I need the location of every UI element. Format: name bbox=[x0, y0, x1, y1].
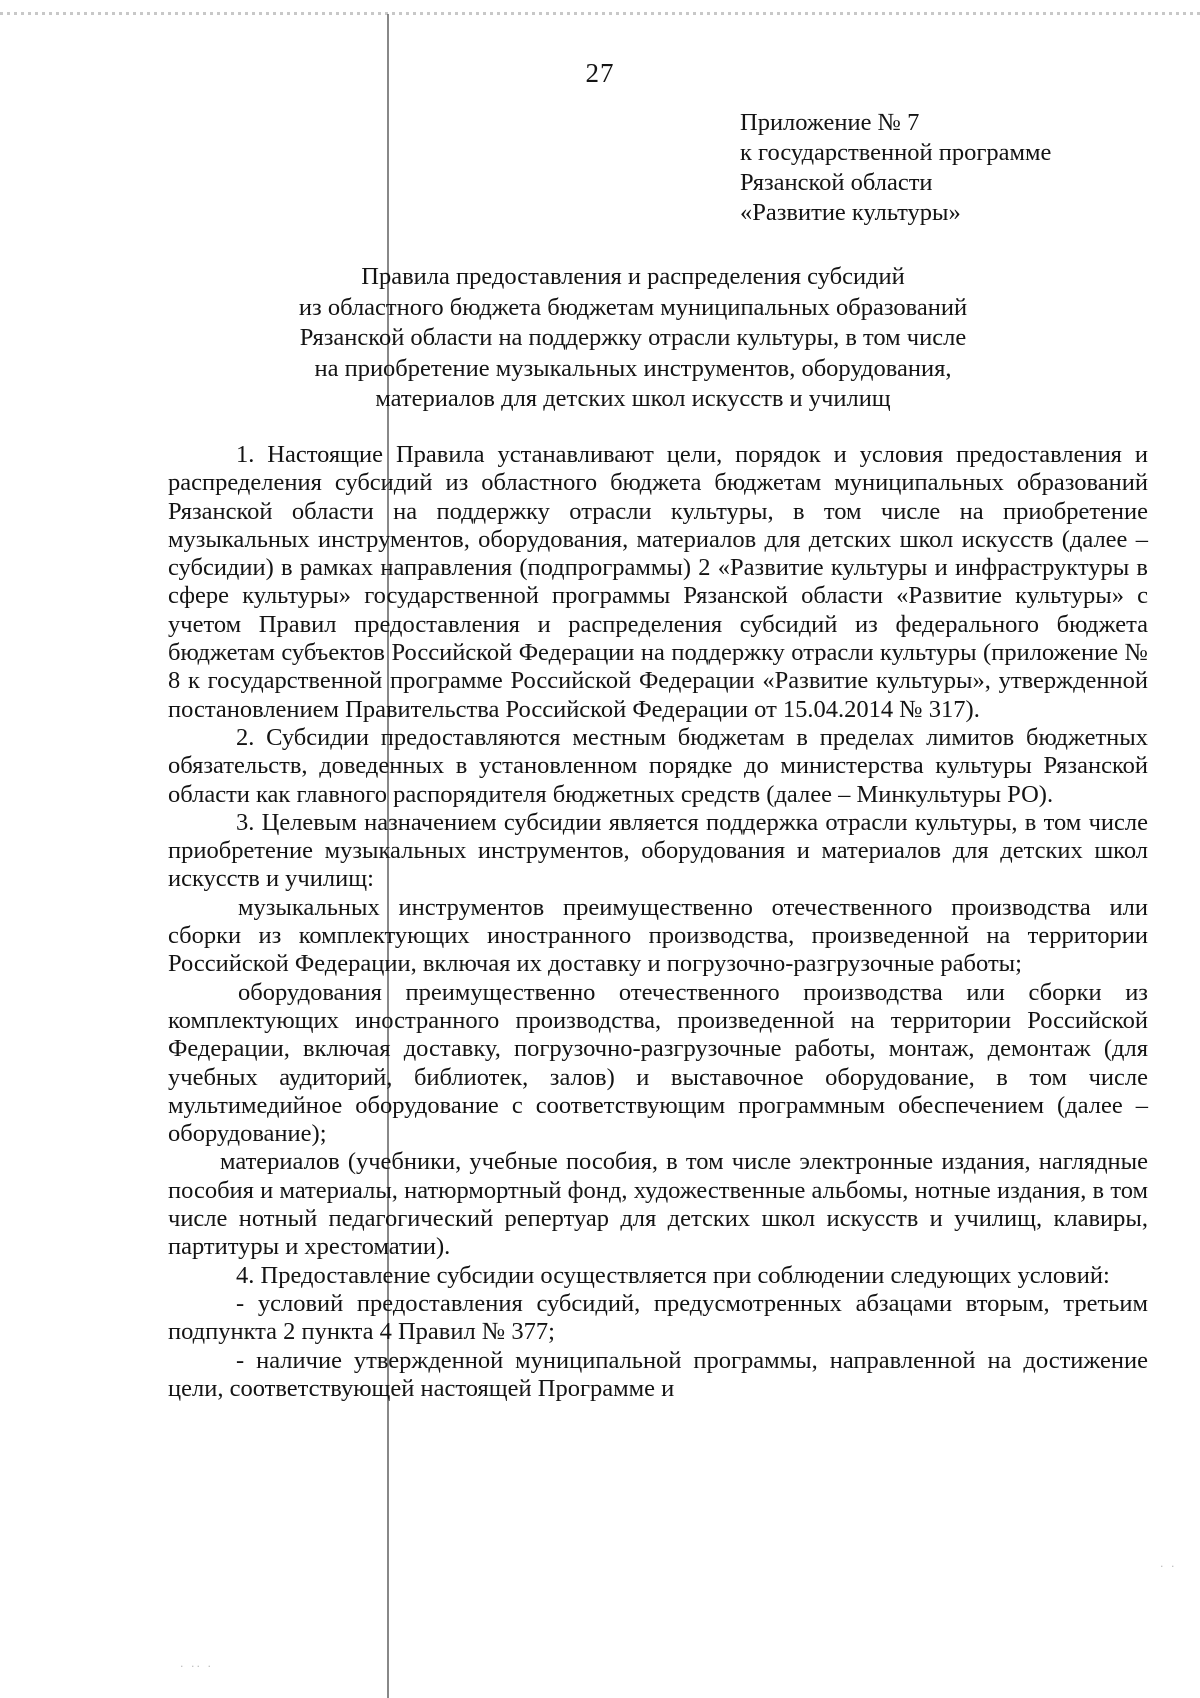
appendix-line: Приложение № 7 bbox=[740, 109, 920, 136]
document-title bbox=[168, 262, 1098, 415]
appendix-line: Рязанской области bbox=[740, 169, 933, 196]
title-line: из областного бюджета бюджетам муниципальных образований bbox=[298, 293, 968, 321]
paragraph-4-conditions: 4. Предоставление субсидии осуществляется при соблюдении следующих условий: bbox=[236, 1261, 1110, 1289]
appendix-line: к государственной программе bbox=[740, 139, 1052, 166]
title-line: Правила предоставления и распределения субсидий bbox=[361, 263, 905, 290]
appendix-line: «Развитие культуры» bbox=[740, 199, 961, 226]
paragraph-2-budget-limits: 2. Субсидии предоставляются местным бюджетам в пределах лимитов бюджетных обязательств, доведенных в установленном порядке до министерства культуры Рязанской области как главного распорядителя бюджетных средств (далее – Минкультуры РО). bbox=[168, 723, 1148, 808]
appendix-reference bbox=[740, 108, 1051, 228]
condition-item: - условий предоставления субсидий, предусмотренных абзацами вторым, третьим подпункта 2 пункта 4 Правил № 377; bbox=[168, 1289, 1148, 1346]
condition-item: - наличие утвержденной муниципальной программы, направленной на достижение цели, соответствующей настоящей Программе и bbox=[168, 1346, 1148, 1402]
scan-noise: · ·· · bbox=[180, 1660, 213, 1673]
paragraph-equipment: оборудования преимущественно отечественного производства или сборки из комплектующих иностранного производства, произведенной на территории Российской Федерации, включая доставку, погрузочно-разгрузочные работы, монтаж, демонтаж (для учебных аудиторий, библиотек, залов) и выставочное оборудование, в том числе мультимедийное оборудование с соответствующим программным обеспечением (далее – оборудование); bbox=[168, 978, 1148, 1148]
paragraph-materials: материалов (учебники, учебные пособия, в том числе электронные издания, наглядные пособия и материалы, натюрмортный фонд, художественные альбомы, нотные издания, в том числе нотный педагогический репертуар для детских школ искусств и училищ, клавиры, партитуры и хрестоматии). bbox=[168, 1148, 1148, 1261]
paragraph-1-purpose: 1. Настоящие Правила устанавливают цели, порядок и условия предоставления и распределения субсидий из областного бюджета бюджетам муниципальных образований Рязанской области на поддержку отрасли культуры, в том числе на приобретение музыкальных инструментов, оборудования, материалов для детских школ искусств (далее – субсидии) в рамках направления (подпрограммы) 2 «Развитие культуры и инфраструктуры в сфере культуры» государственной программы Рязанской области «Развитие культуры» с учетом Правил предоставления и распределения субсидий из федерального бюджета бюджетам субъектов Российской Федерации на поддержку отрасли культуры (приложение № 8 к государственной программе Российской Федерации «Развитие культуры», утвержденной постановлением Правительства Российской Федерации от 15.04.2014 № 317). bbox=[168, 441, 1148, 723]
scan-noise: · · bbox=[1160, 1560, 1177, 1573]
document-body bbox=[168, 441, 1148, 1403]
scan-top-edge bbox=[0, 12, 1200, 15]
title-line: материалов для детских школ искусств и училищ bbox=[375, 385, 891, 412]
title-line: Рязанской области на поддержку отрасли культуры, в том числе bbox=[299, 324, 967, 351]
paragraph-instruments: музыкальных инструментов преимущественно отечественного производства или сборки из комплектующих иностранного производства, произведенной на территории Российской Федерации, включая их доставку и погрузочно-разгрузочные работы; bbox=[168, 893, 1148, 978]
page-number: 27 bbox=[585, 58, 615, 88]
title-line: на приобретение музыкальных инструментов, оборудования, bbox=[314, 354, 952, 382]
paragraph-3-target: 3. Целевым назначением субсидии является поддержка отрасли культуры, в том числе приобретение музыкальных инструментов, оборудования и материалов для детских школ искусств и училищ: bbox=[168, 808, 1148, 893]
